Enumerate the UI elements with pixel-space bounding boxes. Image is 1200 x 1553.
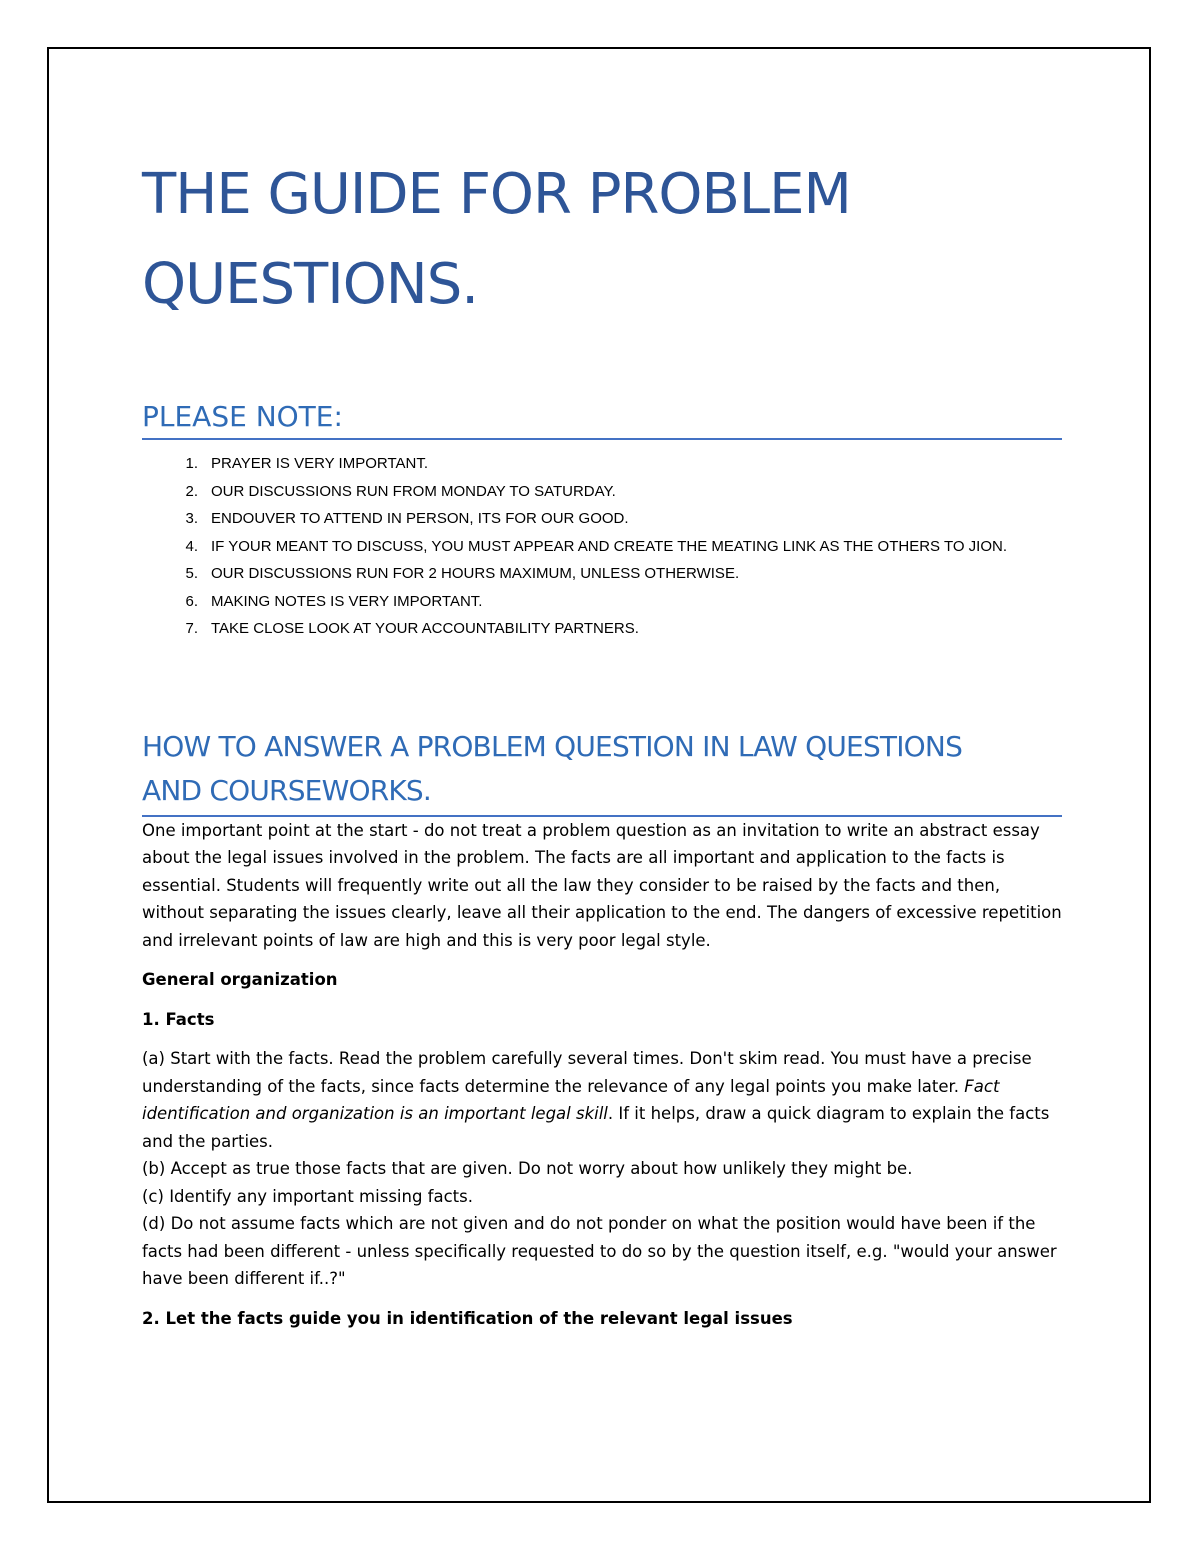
facts-paragraph [142,1045,1062,1293]
issues-heading: 2. Let the facts guide you in identification of the relevant legal issues [142,1308,793,1328]
list-item-number: 7. [185,620,198,637]
please-note-heading: PLEASE NOTE: [142,400,1062,440]
list-item-text: PRAYER IS VERY IMPORTANT. [211,455,429,472]
list-item-number: 1. [185,455,198,472]
list-item-number: 3. [185,510,198,527]
list-item-number: 2. [185,482,198,500]
list-item [142,615,1062,643]
list-item-number: 5. [185,565,198,582]
document-body [142,150,1062,1332]
general-organization-heading: General organization [142,970,338,989]
title-line-1: THE GUIDE FOR PROBLEM [142,162,851,227]
list-item [142,478,1062,506]
list-item [142,588,1062,616]
list-item-text: IF YOUR MEANT TO DISCUSS, YOU MUST APPEAR AND CREATE THE MEATING LINK AS THE OTHERS TO JION. [211,537,1008,555]
title-line-2: QUESTIONS. [142,252,479,317]
section-heading-line-1: HOW TO ANSWER A PROBLEM QUESTION IN LAW QUESTIONS [142,729,963,763]
section-heading [142,725,1062,817]
list-item-text: MAKING NOTES IS VERY IMPORTANT. [211,592,483,610]
list-item-text: ENDOUVER TO ATTEND IN PERSON, ITS FOR OUR GOOD. [211,510,629,527]
intro-paragraph: One important point at the start - do not treat a problem question as an invitation to write an abstract essay about the legal issues involved in the problem. The facts are all important and application to the facts is essential. Students will frequently write out all the law they consider to be raised by the facts and then, without separating the issues clearly, leave all their application to the end. The dangers of excessive repetition and irrelevant points of law are high and this is very poor legal style. [142,820,1062,950]
fact-d: (d) Do not assume facts which are not given and do not ponder on what the position would have been if the facts had been different - unless specifically requested to do so by the question itself, e.g. "would your answer have been different if..?" [142,1214,1057,1288]
list-item [142,450,1062,478]
please-note-list [142,450,1062,643]
fact-a [142,1045,1062,1155]
list-item-text: TAKE CLOSE LOOK AT YOUR ACCOUNTABILITY PARTNERS. [211,620,639,637]
list-item [142,505,1062,533]
list-item-text: OUR DISCUSSIONS RUN FROM MONDAY TO SATURDAY. [211,482,616,500]
list-item-text: OUR DISCUSSIONS RUN FOR 2 HOURS MAXIMUM, UNLESS OTHERWISE. [211,565,740,582]
list-item-number: 6. [185,592,198,610]
fact-a-end: . If it helps, draw a quick diagram to explain the facts and the parties. [142,1104,1050,1151]
list-item [142,560,1062,588]
fact-b: (b) Accept as true those facts that are given. Do not worry about how unlikely they might be. [142,1159,913,1178]
fact-a-italic: Fact identification and organization is an important legal skill [142,1076,1000,1123]
facts-heading: 1. Facts [142,1009,215,1029]
list-item-number: 4. [185,537,198,555]
document-title [142,150,1062,330]
fact-a-start: (a) Start with the facts. Read the problem carefully several times. Don't skim read. You must have a precise understanding of the facts, since facts determine the relevance of any legal points you make later. [142,1049,1032,1096]
fact-c: (c) Identify any important missing facts. [142,1186,473,1206]
section-heading-line-2: AND COURSEWORKS. [142,773,431,807]
list-item [142,533,1062,561]
